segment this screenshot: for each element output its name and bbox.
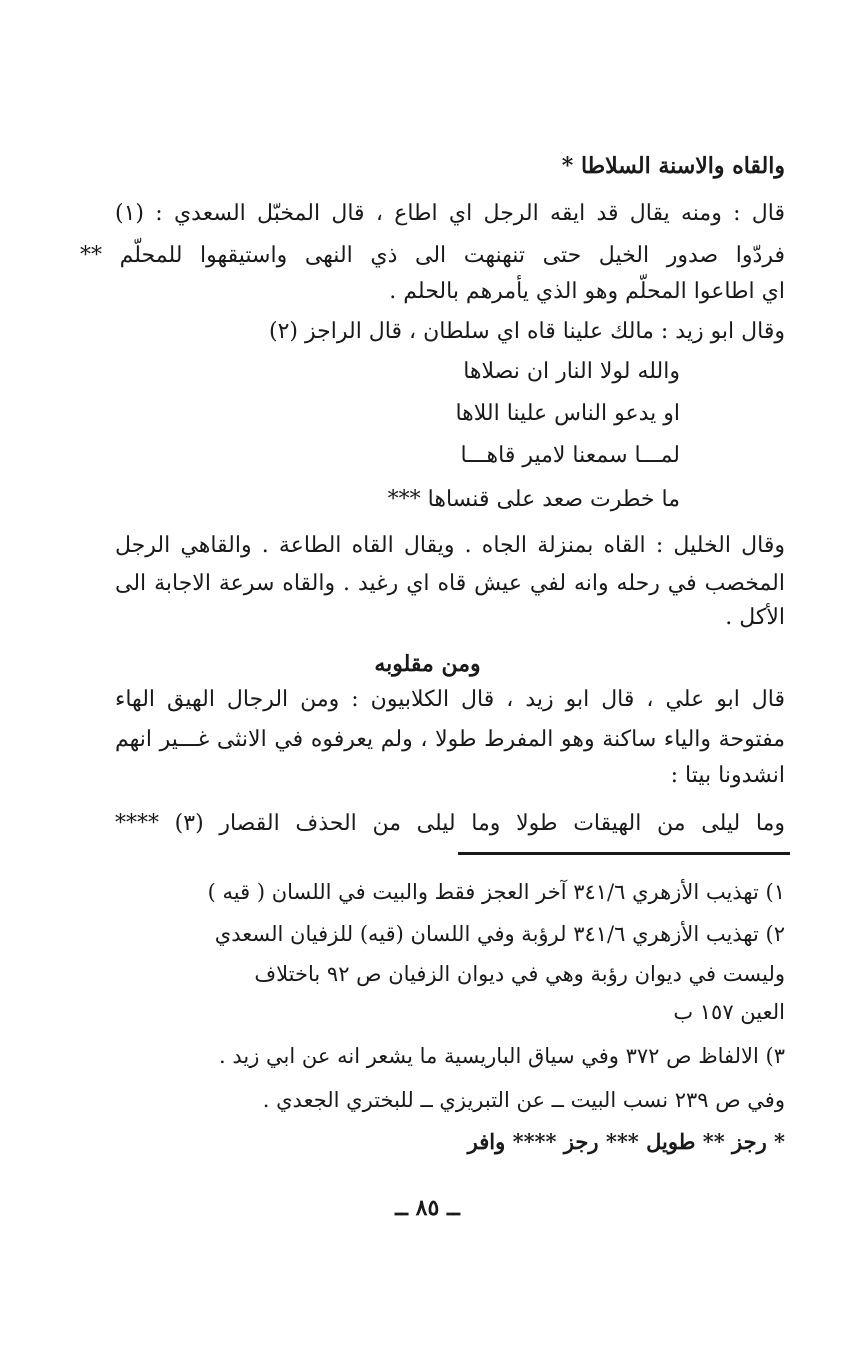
verse-line: والله لولا النار ان نصلاها [463, 359, 680, 384]
footnote: ٢) تهذيب الأزهري ٣٤١/٦ لرؤبة وفي اللسان (قيه) للزفيان السعدي [214, 922, 785, 946]
text-line: المخصب في رحله وانه لفي عيش قاه اي رغيد . والقاه سرعة الاجابة الى [115, 571, 785, 596]
text-line: مفتوحة والياء ساكنة وهو المفرط طولا ، ولم يعرفوه في الانثى غـــير انهم [115, 727, 785, 752]
text-line: وقال الخليل : القاه بمنزلة الجاه . ويقال القاه الطاعة . والقاهي الرجل [115, 533, 785, 558]
footnote-divider [458, 852, 790, 855]
footnote: العين ١٥٧ ب [673, 1000, 785, 1024]
text-line: انشدونا بيتا : [670, 763, 785, 788]
text-line: فردّوا صدور الخيل حتى تنهنهت الى ذي النهى واستيقهوا للمحلّم ** [80, 243, 785, 268]
page-number: ــ ٨٥ ــ [395, 1195, 460, 1221]
verse-line: او يدعو الناس علينا اللاها [455, 401, 680, 426]
meter-note: * رجز ** طويل *** رجز **** وافر [467, 1129, 785, 1154]
text-line: الأكل . [725, 605, 785, 630]
text-line: قال : ومنه يقال قد ايقه الرجل اي اطاع ، قال المخبّل السعدي : (١) [115, 201, 785, 226]
text-line: والقاه والاسنة السلاطا * [561, 153, 785, 179]
footnote: وفي ص ٢٣٩ نسب البيت ــ عن التبريزي ــ للبختري الجعدي . [262, 1088, 785, 1112]
footnote: وليست في ديوان رؤبة وهي في ديوان الزفيان ص ٩٢ باختلاف [254, 962, 785, 986]
footnote: ١) تهذيب الأزهري ٣٤١/٦ آخر العجز فقط والبيت في اللسان ( قيه ) [207, 880, 785, 904]
verse-line: وما ليلى من الهيقات طولا وما ليلى من الحذف القصار (٣) **** [115, 811, 785, 836]
text-line: قال ابو علي ، قال ابو زيد ، قال الكلابيون : ومن الرجال الهيق الهاء [115, 687, 785, 712]
footnote: ٣) الالفاظ ص ٣٧٢ وفي سياق الباريسية ما يشعر انه عن ابي زيد . [219, 1044, 785, 1068]
verse-line: لمـــا سمعنا لامير قاهـــا [460, 443, 680, 468]
section-heading: ومن مقلوبه [374, 651, 481, 677]
text-line: اي اطاعوا المحلّم وهو الذي يأمرهم بالحلم . [389, 279, 785, 304]
text-line: وقال ابو زيد : مالك علينا قاه اي سلطان ، قال الراجز (٢) [269, 319, 785, 344]
verse-line: ما خطرت صعد على قنساها *** [387, 487, 680, 512]
